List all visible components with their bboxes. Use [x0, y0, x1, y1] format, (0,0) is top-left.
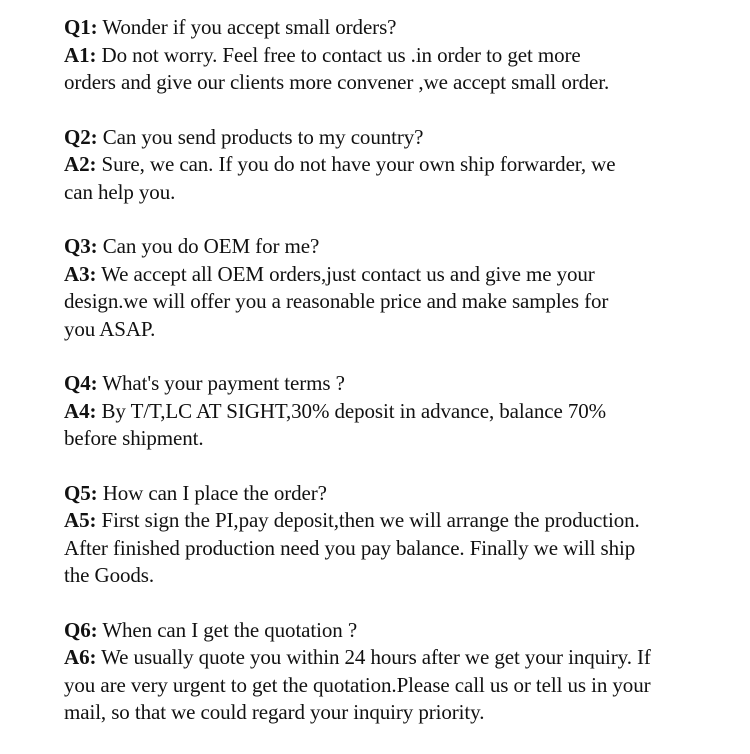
faq-item: [64, 14, 736, 97]
answer-line: [64, 261, 736, 289]
answer-label: A2:: [64, 152, 97, 176]
faq-item: [64, 617, 736, 727]
answer-continuation: design.we will offer you a reasonable price and make samples for: [64, 289, 609, 313]
answer-label: A6:: [64, 645, 97, 669]
question-text: Can you send products to my country?: [102, 124, 424, 149]
answer-text: Sure, we can. If you do not have your own ship forwarder, we: [101, 152, 616, 176]
answer-continuation: mail, so that we could regard your inquiry priority.: [64, 700, 485, 724]
question-line: [64, 14, 736, 42]
answer-line: [64, 151, 736, 179]
answer-line: [64, 507, 736, 535]
question-text: How can I place the order?: [102, 480, 327, 505]
question-line: [64, 617, 736, 645]
answer-text: By T/T,LC AT SIGHT,30% deposit in advance, balance 70%: [101, 398, 607, 423]
question-label: Q1:: [64, 15, 98, 39]
question-label: Q6:: [64, 617, 98, 642]
question-text: Wonder if you accept small orders?: [102, 15, 397, 39]
answer-continuation: you ASAP.: [64, 316, 156, 341]
question-text: What's your payment terms ?: [102, 371, 345, 395]
question-label: Q4:: [64, 371, 98, 395]
faq-list: [64, 14, 736, 754]
faq-item: [64, 233, 736, 343]
answer-label: A3:: [64, 261, 97, 286]
question-label: Q5:: [64, 480, 98, 505]
faq-item: [64, 370, 736, 453]
answer-label: A5:: [64, 508, 97, 532]
answer-continuation: you are very urgent to get the quotation.Please call us or tell us in your: [64, 672, 651, 697]
answer-line: [64, 644, 736, 672]
answer-continuation: the Goods.: [64, 563, 154, 587]
answer-text: We usually quote you within 24 hours after we get your inquiry. If: [101, 645, 651, 669]
answer-continuation: before shipment.: [64, 426, 204, 450]
answer-continuation: can help you.: [64, 179, 176, 204]
faq-item: [64, 124, 736, 207]
question-text: Can you do OEM for me?: [102, 234, 320, 258]
answer-label: A1:: [64, 42, 97, 67]
question-line: [64, 124, 736, 152]
question-label: Q3:: [64, 234, 98, 258]
question-text: When can I get the quotation ?: [102, 617, 358, 642]
question-line: [64, 233, 736, 261]
answer-line: [64, 398, 736, 426]
answer-line: [64, 42, 736, 70]
question-line: [64, 480, 736, 508]
question-label: Q2:: [64, 124, 98, 149]
answer-text: First sign the PI,pay deposit,then we will arrange the production.: [101, 508, 640, 532]
answer-text: We accept all OEM orders,just contact us and give me your: [101, 261, 595, 286]
answer-continuation: After finished production need you pay balance. Finally we will ship: [64, 535, 636, 560]
answer-continuation: orders and give our clients more convener ,we accept small order.: [64, 70, 610, 94]
answer-text: Do not worry. Feel free to contact us .in order to get more: [101, 42, 581, 67]
question-line: [64, 370, 736, 398]
answer-label: A4:: [64, 398, 97, 423]
faq-item: [64, 480, 736, 590]
